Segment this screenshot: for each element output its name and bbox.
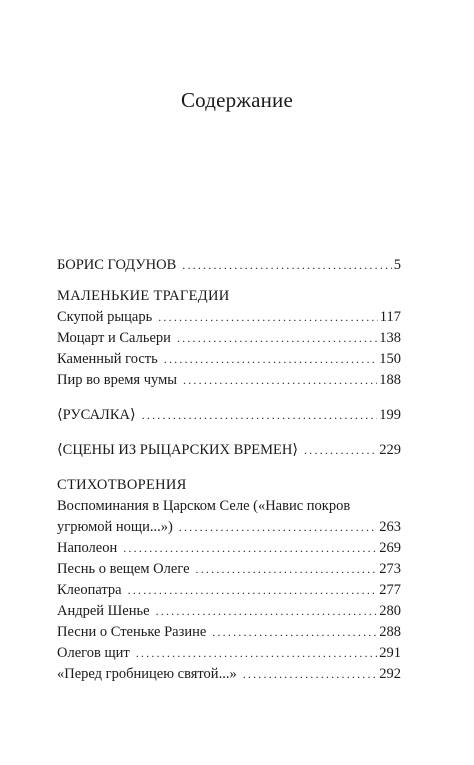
toc-entry-label: Олегов щит: [57, 645, 130, 661]
toc-entry-rusalka[interactable]: [57, 405, 401, 426]
toc-entry-page: 5: [393, 257, 401, 273]
spacer: [57, 391, 401, 405]
toc-entry[interactable]: [57, 349, 401, 370]
toc-entry-label: БОРИС ГОДУНОВ: [57, 257, 177, 273]
toc-entry-label-line1: Воспоминания в Царском Селе («Навис покров: [57, 498, 351, 514]
toc-entry-page: 117: [379, 309, 401, 325]
toc-entry-page: 292: [379, 666, 401, 682]
dot-leader: [123, 538, 377, 559]
dot-leader: [177, 328, 377, 349]
toc-entry[interactable]: [57, 664, 401, 685]
toc-entry-page: 188: [379, 372, 401, 388]
dot-leader: [243, 664, 378, 685]
toc-entry-label: Моцарт и Сальери: [57, 330, 171, 346]
toc-entry[interactable]: [57, 307, 401, 328]
dot-leader: [136, 643, 378, 664]
toc-entry-page: 150: [379, 351, 401, 367]
toc-entry-page: 269: [379, 540, 401, 556]
table-of-contents: [57, 255, 401, 685]
toc-entry[interactable]: [57, 601, 401, 622]
dot-leader: [142, 405, 378, 426]
toc-entry-label: Наполеон: [57, 540, 118, 556]
toc-entry-page: 277: [379, 582, 401, 598]
dot-leader: [196, 559, 378, 580]
toc-entry-label: ⟨СЦЕНЫ ИЗ РЫЦАРСКИХ ВРЕМЕН⟩: [57, 442, 299, 458]
dot-leader: [182, 255, 392, 276]
toc-entry-boris-godunov[interactable]: [57, 255, 401, 276]
dot-leader: [183, 370, 377, 391]
dot-leader: [179, 517, 377, 538]
spacer: [57, 426, 401, 440]
toc-entry-label: Каменный гость: [57, 351, 158, 367]
toc-entry-label: Пир во время чумы: [57, 372, 178, 388]
toc-entry-label: ⟨РУСАЛКА⟩: [57, 407, 136, 423]
toc-entry-page: 291: [379, 645, 401, 661]
toc-entry-label: Андрей Шенье: [57, 603, 150, 619]
dot-leader: [158, 307, 378, 328]
section-heading-tragedies: МАЛЕНЬКИЕ ТРАГЕДИИ: [57, 288, 230, 304]
toc-entry[interactable]: [57, 643, 401, 664]
toc-entry-sceny[interactable]: [57, 440, 401, 461]
toc-entry[interactable]: [57, 580, 401, 601]
toc-entry[interactable]: [57, 328, 401, 349]
toc-entry-vospominaniya[interactable]: [57, 517, 401, 538]
toc-entry[interactable]: [57, 538, 401, 559]
dot-leader: [156, 601, 378, 622]
toc-entry[interactable]: [57, 559, 401, 580]
toc-entry-page: 138: [379, 330, 401, 346]
dot-leader: [212, 622, 377, 643]
toc-entry-page: 263: [379, 519, 401, 535]
toc-entry-label: Клеопатра: [57, 582, 122, 598]
toc-entry-label: Скупой рыцарь: [57, 309, 153, 325]
toc-entry-label: Песни о Стеньке Разине: [57, 624, 207, 640]
toc-entry-label: «Перед гробницею святой...»: [57, 666, 237, 682]
toc-entry-page: 280: [379, 603, 401, 619]
page-title: Содержание: [180, 88, 294, 112]
toc-entry-page: 229: [379, 442, 401, 458]
dot-leader: [164, 349, 377, 370]
toc-entry-page: 273: [379, 561, 401, 577]
toc-entry[interactable]: [57, 370, 401, 391]
toc-entry[interactable]: [57, 622, 401, 643]
toc-entry-label: Песнь о вещем Олеге: [57, 561, 190, 577]
toc-entry-page: 288: [379, 624, 401, 640]
dot-leader: [128, 580, 378, 601]
toc-entry-page: 199: [379, 407, 401, 423]
toc-entry-label-line2: угрюмой нощи...»): [57, 519, 173, 535]
dot-leader: [304, 440, 377, 461]
section-heading-poems: СТИХОТВОРЕНИЯ: [57, 477, 187, 493]
